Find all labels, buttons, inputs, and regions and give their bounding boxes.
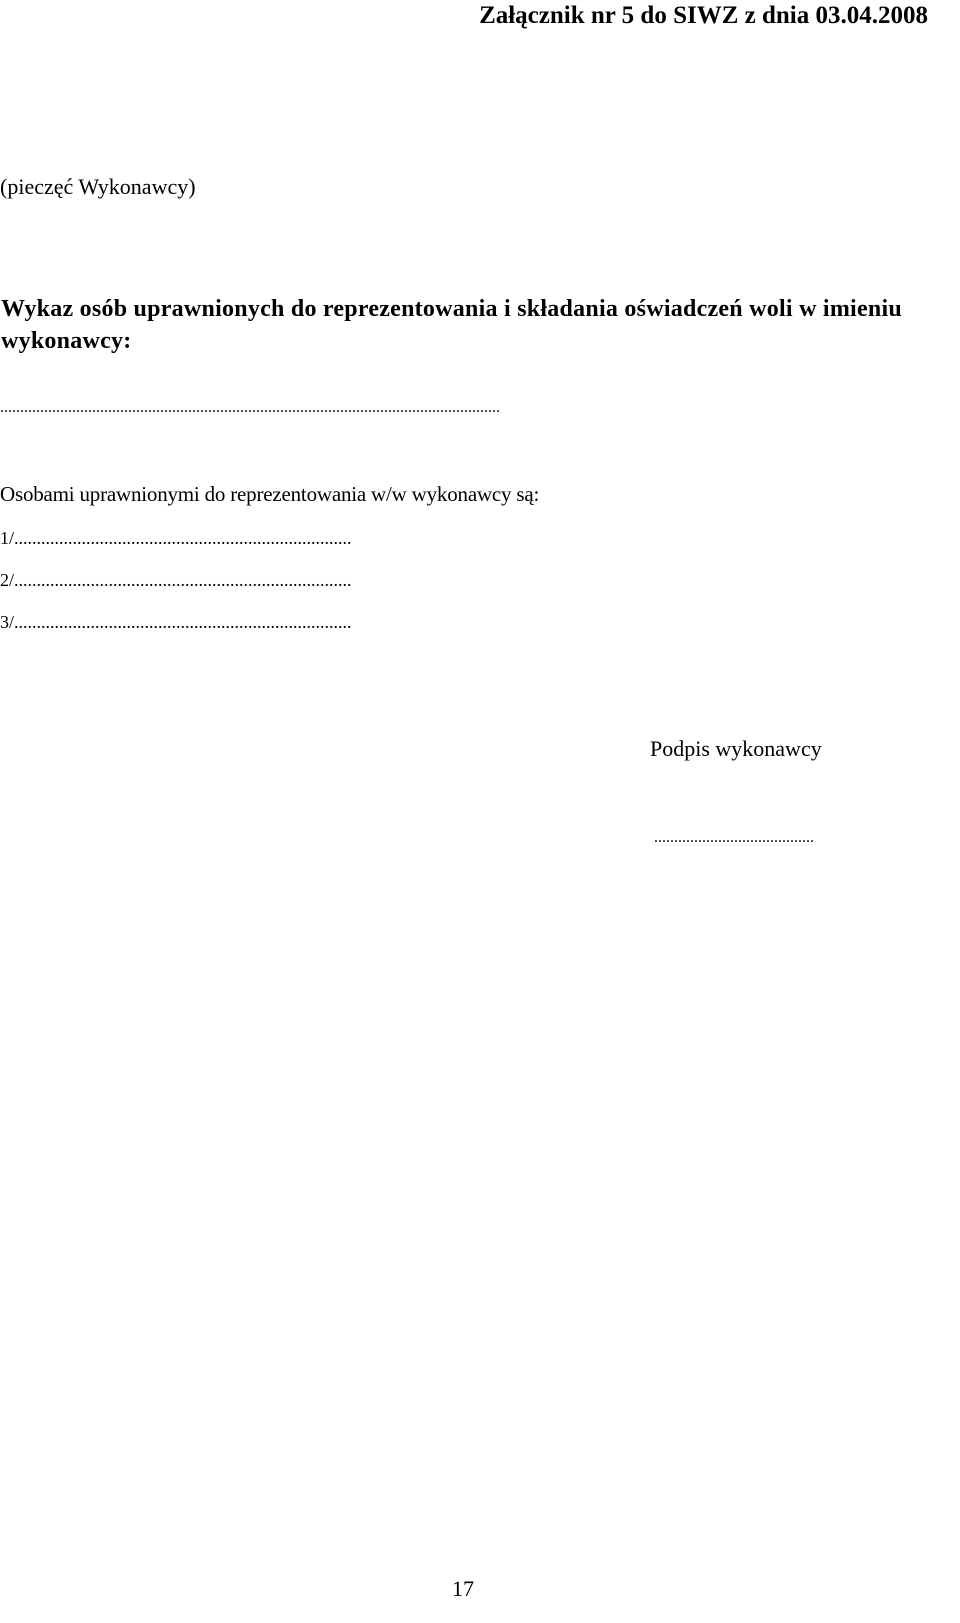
representative-line-2: 2/........................................................................... — [0, 570, 352, 590]
contractor-name-blank: ............................................................................................................................. — [0, 399, 500, 416]
document-title: Wykaz osób uprawnionych do reprezentowania i składania oświadczeń woli w imieniu wykonawcy: — [1, 296, 902, 354]
representatives-intro: Osobami uprawnionymi do reprezentowania w/w wykonawcy są: — [0, 482, 540, 506]
signature-label: Podpis wykonawcy — [650, 736, 822, 761]
representative-line-1: 1/........................................................................... — [0, 528, 352, 548]
signature-blank: ........................................ — [654, 829, 814, 846]
attachment-header: Załącznik nr 5 do SIWZ z dnia 03.04.2008 — [479, 2, 928, 29]
stamp-caption: (pieczęć Wykonawcy) — [0, 174, 196, 199]
page-number: 17 — [452, 1576, 474, 1601]
representative-line-3: 3/........................................................................... — [0, 612, 352, 632]
